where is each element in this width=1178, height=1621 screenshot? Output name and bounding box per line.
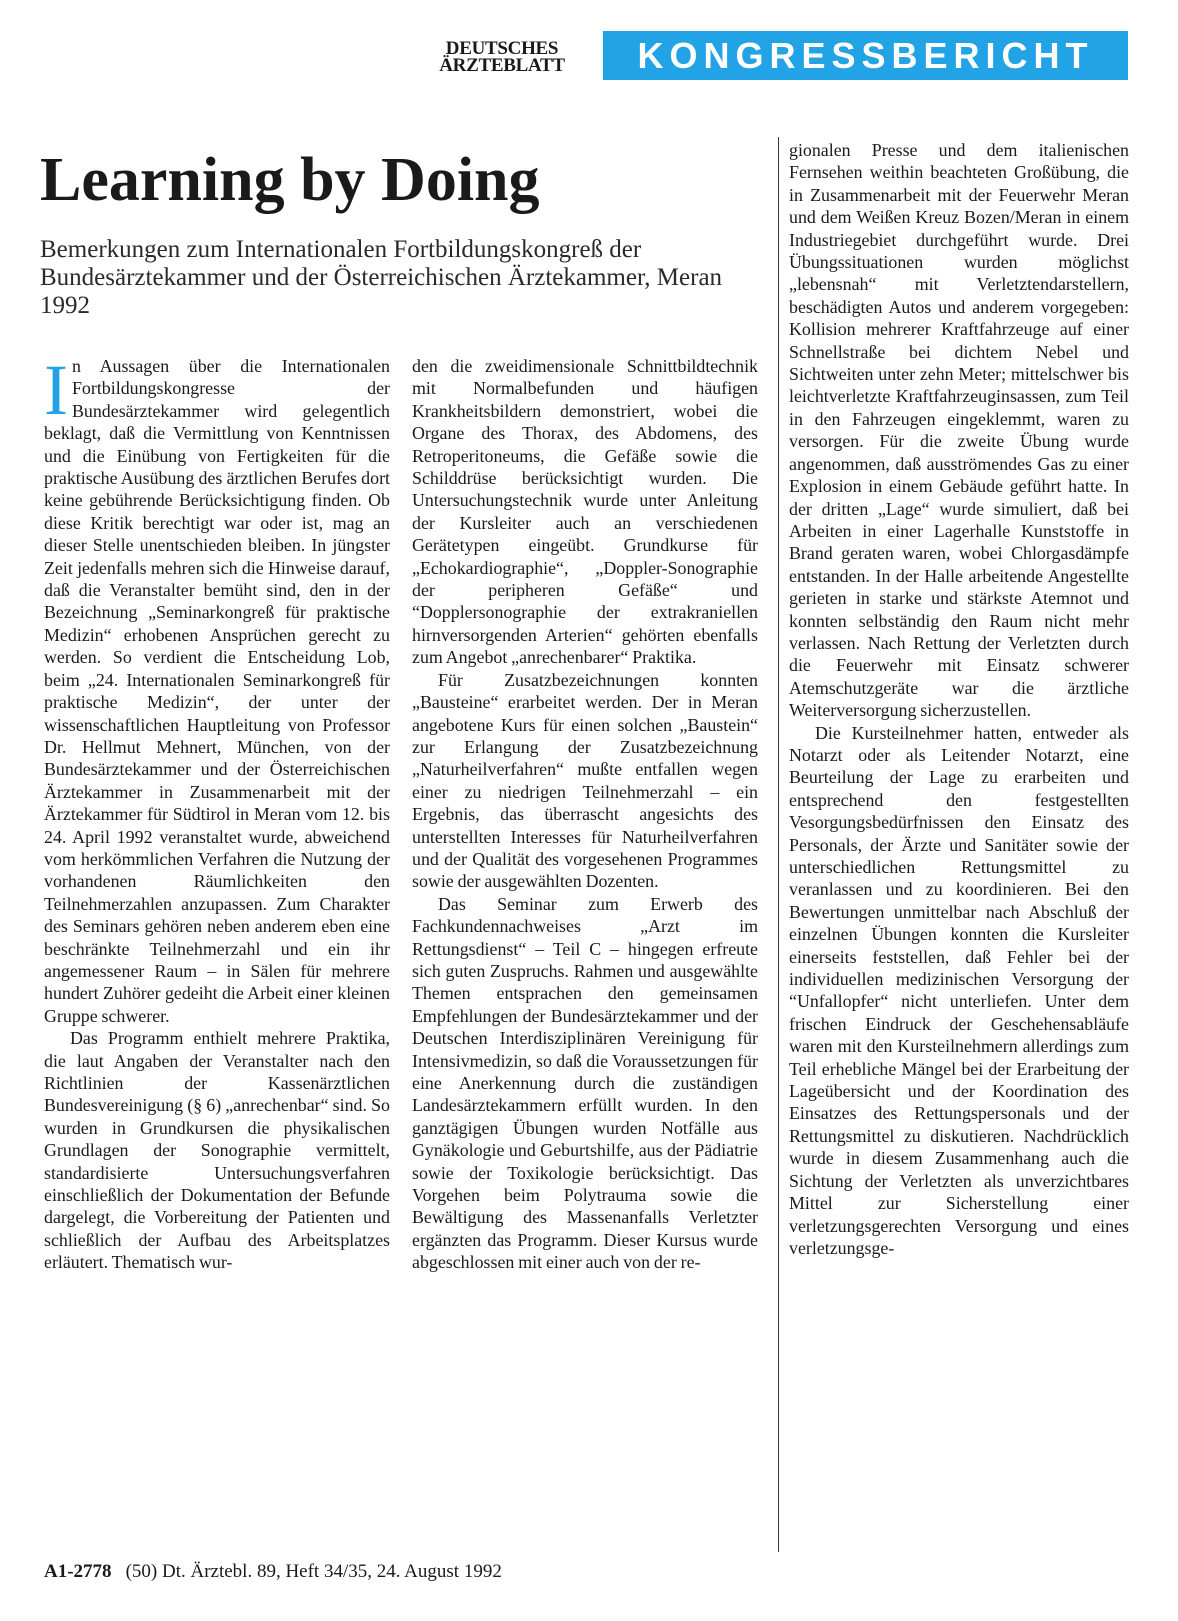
masthead-logo [414,40,590,74]
citation: (50) Dt. Ärztebl. 89, Heft 34/35, 24. August 1992 [125,1561,502,1582]
page-footer [44,1560,502,1584]
paragraph: gionalen Presse und dem italienischen Fernsehen weithin beachteten Großübung, die in Zusammenarbeit mit der Feuerwehr Meran und dem Weißen Kreuz Bozen/Meran in einem Industriegebiet durchgeführt wurde. Drei Übungssituationen wurden möglichst „lebensnah“ mit Verletztendarstellern, beschädigten Autos und anderem vorgegeben: Kollision mehrerer Kraftfahrzeuge auf einer Schnellstraße bei dichtem Nebel und Sichtweiten unter zehn Meter; mittelschwer bis leichtverletzte Kraftfahrzeuginsassen, zum Teil in den Fahrzeugen eingeklemmt, waren zu versorgen. Für die zweite Übung wurde angenommen, daß ausströmendes Gas zu einer Explosion in einem Gebäude geführt hatte. In der dritten „Lage“ wurde simuliert, daß bei Arbeiten in einer Lagerhalle Kunststoffe in Brand geraten waren, wobei Chlorgasdämpfe entstanden. In der Halle arbeitende Angestellte gerieten in starke und stärkste Atemnot und konnten selbständig den Raum nicht mehr verlassen. Nach Rettung der Verletzten durch die Feuerwehr mit Einsatz schwerer Atemschutzgeräte war die ärztliche Weiterversorgung sicherzustellen. [789,140,1129,721]
paragraph: Das Seminar zum Erwerb des Fachkundennachweises „Arzt im Rettungsdienst“ – Teil C – hingegen erfreute sich guten Zuspruchs. Rahmen und ausgewählte Themen entsprachen den gemeinsamen Empfehlungen der Bundesärztekammer und der Deutschen Interdisziplinären Vereinigung für Intensivmedizin, so daß die Voraussetzungen für eine Anerkennung durch die zuständigen Landesärztekammern erfüllt wurden. In den ganztägigen Übungen wurden Notfälle aus Gynäkologie und Geburtshilfe, aus der Pädiatrie sowie der Toxikologie berücksichtigt. Das Vorgehen beim Polytrauma sowie die Bewältigung des Massenanfalls Verletzter ergänzten das Programm. Dieser Kursus wurde abgeschlossen mit einer auch von der re- [412,893,758,1273]
article-column-3 [789,139,1129,1259]
drop-cap: I [44,350,68,430]
section-banner: KONGRESSBERICHT [603,31,1128,80]
paragraph: Das Programm enthielt mehrere Praktika, die laut Angaben der Veranstalter nach den Richtlinien der Kassenärztlichen Bundesvereinigung (§ 6) „anrechenbar“ sind. So wurden in Grundkursen die physikalischen Grundlagen der Sonographie vermittelt, standardisierte Untersuchungsverfahren einschließlich der Dokumentation der Befunde dargelegt, die Vorbereitung der Patienten und schließlich der Aufbau des Arbeitsplatzes erläutert. Thematisch wur- [44,1028,390,1273]
article-column-2 [412,355,758,1274]
paragraph: n Aussagen über die Internationalen Fortbildungskongresse der Bundesärztekammer wird gelegentlich beklagt, daß die Vermittlung von Kenntnissen und die Einübung von Fertigkeiten für die praktische Ausübung des ärztlichen Berufes dort keine gebührende Berücksichtigung finden. Ob diese Kritik berechtigt war oder ist, mag an dieser Stelle unentschieden bleiben. In jüngster Zeit jedenfalls mehren sich die Hinweise darauf, daß die Veranstalter bemüht sind, den in der Bezeichnung „Seminarkongreß für praktische Medizin“ erhobenen Ansprüchen gerecht zu werden. So verdient die Entscheidung Lob, beim „24. Internationalen Seminarkongreß für praktische Medizin“, der unter der wissenschaftlichen Hauptleitung von Professor Dr. Hellmut Mehnert, München, von der Bundesärztekammer und der Österreichischen Ärztekammer in Zusammenarbeit mit der Ärztekammer für Südtirol in Meran vom 12. bis 24. April 1992 veranstaltet wurde, abweichend vom herkömmlichen Verfahren die Nutzung der vorhandenen Räumlichkeiten den Teilnehmerzahlen anzupassen. Zum Charakter des Seminars gehören neben anderem eben eine beschränkte Teilnehmerzahl und ein ihr angemessener Raum – in Sälen für mehrere hundert Zuhörer gedeiht die Arbeit einer kleinen Gruppe schwerer. [44,356,390,1026]
page-code: A1-2778 [44,1561,112,1582]
article-column-1 [44,350,390,1274]
masthead-line-1: DEUTSCHES [445,38,559,59]
paragraph: Die Kursteilnehmer hatten, entweder als Notarzt oder als Leitender Notarzt, eine Beurteilung der Lage zu erarbeiten und entsprechend den festgestellten Vesorgungsbedürfnissen den Einsatz des Personals, der Ärzte und Sanitäter sowie der unterschiedlichen Rettungsmittel zu veranlassen und zu koordinieren. Bei den Bewertungen unmittelbar nach Abschluß der einzelnen Übungen konnten die Kursleiter einerseits feststellen, daß Fehler bei der individuellen medizinischen Versorgung der “Unfallopfer“ nicht unterliefen. Unter dem frischen Eindruck der Geschehensabläufe waren mit den Kursteilnehmern allerdings zum Teil erhebliche Mängel bei der Erarbeitung der Lageübersicht und der Koordination des Einsatzes des Rettungspersonals und der Rettungsmittel zu diskutieren. Nachdrücklich wurde in diesem Zusammenhang auch die Sichtung der Verletzten als unverzichtbares Mittel zur Sicherstellung einer verletzungsgerechten Versorgung und eines verletzungsge- [789,722,1129,1258]
masthead-line-2: ÄRZTEBLATT [439,55,565,76]
article-subtitle: Bemerkungen zum Internationalen Fortbildungskongreß der Bundesärztekammer und der Österreichischen Ärztekammer, Meran 1992 [40,236,723,319]
paragraph: Für Zusatzbezeichnungen konnten „Bausteine“ erarbeitet werden. Der in Meran angebotene Kurs für einen solchen „Baustein“ zur Erlangung der Zusatzbezeichnung „Naturheilverfahren“ mußte entfallen wegen einer zu niedrigen Teilnehmerzahl – ein Ergebnis, das überrascht angesichts des unterstellten Interesses für Naturheilverfahren und der Qualität des vorgesehenen Programmes sowie der ausgewählten Dozenten. [412,669,758,892]
column-divider [778,137,779,1552]
paragraph: den die zweidimensionale Schnittbildtechnik mit Normalbefunden und häufigen Krankheitsbildern demonstriert, wobei die Organe des Thorax, des Abdomens, des Retroperitoneums, die Gefäße sowie die Schilddrüse berücksichtigt wurden. Die Untersuchungstechnik wurde unter Anleitung der Kursleiter auch an verschiedenen Gerätetypen eingeübt. Grundkurse für „Echokardiographie“, „Doppler-Sonographie der peripheren Gefäße“ und “Dopplersonographie der extrakraniellen hirnversorgenden Arterien“ gehörten ebenfalls zum Angebot „anrechenbarer“ Praktika. [412,356,758,668]
article-title: Learning by Doing [40,146,540,214]
